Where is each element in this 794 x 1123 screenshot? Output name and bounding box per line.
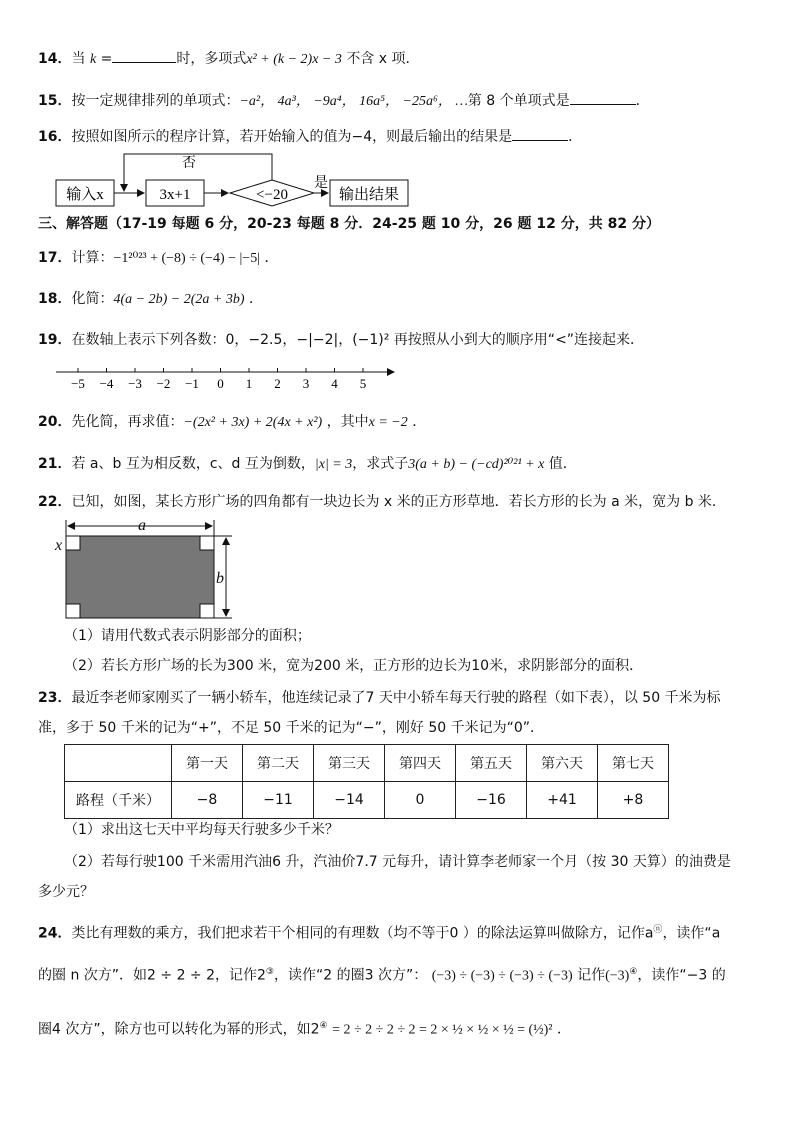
- expression: (−3) ÷ (−3) ÷ (−3) ÷ (−3): [431, 968, 573, 984]
- expression: 4(a − 2b) − 2(2a + 3b): [113, 292, 245, 307]
- question-number: 14．: [38, 51, 72, 67]
- question-15: 15．按一定规律排列的单项式：−a²， 4a³， −9a⁴， 16a⁵， −25a⁶， …第 8 个单项式是 ．: [38, 90, 650, 112]
- absolute-condition: |x| = 3: [314, 457, 353, 472]
- question-number: 22．: [38, 494, 72, 510]
- section-heading: 三、解答题（17-19 每题 6 分，20-23 每题 8 分．24-25 题 10 分，26 题 12 分，共 82 分）: [38, 216, 660, 232]
- question-number: 17．: [38, 250, 72, 266]
- answer-blank[interactable]: [512, 126, 568, 141]
- width-label-b: b: [216, 570, 224, 587]
- question-24: 24．类比有理数的乘方，我们把求若干个相同的有理数（均不等于0 ）的除法运算叫做除方，记作aⓝ，读作“a: [38, 925, 721, 942]
- question-19: 19．在数轴上表示下列各数：0，−2.5，−|−2|，(−1)² 再按照从小到大的顺序用“<”连接起来．: [38, 332, 645, 348]
- table-cell: −14: [314, 782, 385, 819]
- question-22-part-2: （2）若长方形广场的长为300 米，宽为200 米，正方形的边长为10米，求阴影部分的面积．: [64, 658, 644, 674]
- question-21: 21．若 a、b 互为相反数，c、d 互为倒数，|x| = 3，求式子3(a + b) − (−cd)²⁰²¹ + x 值．: [38, 456, 577, 472]
- expression: −1²⁰²³ + (−8) ÷ (−4) − |−5|: [113, 251, 260, 266]
- flow-condition-label: <−20: [256, 187, 288, 203]
- number-line-tick-label: −5: [71, 376, 85, 391]
- table-header: 第三天: [314, 745, 385, 782]
- question-number: 24．: [38, 925, 72, 942]
- number-line-tick-label: 2: [274, 376, 281, 391]
- number-line-tick-label: −3: [128, 376, 142, 391]
- side-label-x: x: [55, 537, 63, 554]
- question-number: 18．: [38, 291, 72, 307]
- question-23-part-2: （2）若每行驶100 千米需用汽油6 升，汽油价7.7 元每升，请计算李老师家一个月（按 30 天算）的油费是: [64, 854, 731, 870]
- question-14: 14．当 k = 时，多项式x² + (k − 2)x − 3 不含 x 项．: [38, 48, 420, 70]
- table-cell: −16: [456, 782, 527, 819]
- shaded-rectangle: [66, 536, 214, 618]
- number-line-tick-label: −2: [156, 376, 171, 391]
- flow-yes-label: 是: [314, 176, 328, 191]
- corner-square-br: [200, 604, 214, 618]
- number-line-tick-label: 0: [217, 376, 224, 391]
- flow-input-label: 输入x: [66, 187, 104, 203]
- table-cell: +41: [527, 782, 598, 819]
- answer-blank[interactable]: [570, 90, 636, 105]
- number-line-tick-label: 1: [245, 376, 253, 391]
- table-header: 第五天: [456, 745, 527, 782]
- rectangle-square-figure: [52, 516, 242, 624]
- question-number: 16．: [38, 129, 72, 145]
- question-22-part-1: （1）请用代数式表示阴影部分的面积；: [64, 628, 311, 644]
- row-label: 路程（千米）: [65, 782, 172, 819]
- table-header: 第二天: [243, 745, 314, 782]
- number-line-tick-label: 4: [331, 376, 338, 391]
- expression: 3(a + b) − (−cd)²⁰²¹ + x: [408, 457, 545, 472]
- monomial-sequence: −a²， 4a³， −9a⁴， 16a⁵， −25a⁶， …: [239, 94, 468, 109]
- question-number: 19．: [38, 332, 72, 348]
- question-16: 16．按照如图所示的程序计算，若开始输入的值为−4，则最后输出的结果是 ．: [38, 126, 582, 147]
- table-cell: −8: [172, 782, 243, 819]
- question-18: 18．化简：4(a − 2b) − 2(2a + 3b) ．: [38, 291, 263, 307]
- corner-square-tl: [66, 536, 80, 550]
- table-header: 第四天: [385, 745, 456, 782]
- number-line-tick-label: 3: [302, 376, 310, 391]
- number-line-tick-label: −4: [99, 376, 114, 391]
- mileage-table: [64, 744, 669, 819]
- question-22: 22．已知，如图，某长方形广场的四角都有一块边长为 x 米的正方形草地．若长方形的长为 a 米，宽为 b 米．: [38, 494, 726, 510]
- condition: x = −2: [368, 415, 408, 430]
- table-header-row: [65, 745, 669, 782]
- flow-operation-label: 3x+1: [159, 187, 191, 203]
- number-line-tick-label: 5: [359, 376, 367, 391]
- polynomial: x² + (k − 2)x − 3: [246, 52, 342, 67]
- number-line: [52, 362, 402, 392]
- answer-blank[interactable]: [112, 48, 176, 63]
- question-number: 15．: [38, 93, 72, 109]
- flow-no-label: 否: [182, 156, 196, 171]
- table-header: 第一天: [172, 745, 243, 782]
- question-23-line-2: 准，多于 50 千米的记为“+”，不足 50 千米的记为“−”，刚好 50 千米记为“0”．: [38, 720, 545, 736]
- table-cell: −11: [243, 782, 314, 819]
- variable-k: k: [89, 52, 97, 67]
- flow-output-label: 输出结果: [338, 187, 400, 203]
- number-line-tick-label: −1: [185, 376, 199, 391]
- question-23-part-1: （1）求出这七天中平均每天行驶多少千米？: [64, 822, 339, 838]
- circle-n-superscript: ⓝ: [653, 925, 663, 935]
- table-cell: +8: [598, 782, 669, 819]
- question-23-part-2-cont: 多少元？: [38, 884, 94, 900]
- question-23: 23．最近李老师家刚买了一辆小轿车，他连续记录了7 天中小轿车每天行驶的路程（如下表），以 50 千米为标: [38, 690, 721, 706]
- question-number: 21．: [38, 456, 72, 472]
- question-number: 20．: [38, 414, 72, 430]
- question-20: 20．先化简，再求值：−(2x² + 3x) + 2(4x + x²) ，其中x = −2 ．: [38, 414, 427, 430]
- question-number: 23．: [38, 690, 72, 706]
- question-24-line-2: 的圈 n 次方”．如2 ÷ 2 ÷ 2，记作2③，读作“2 的圈3 次方”： (−3) ÷ (−3) ÷ (−3) ÷ (−3) 记作(−3)④，读作“−3 的: [38, 967, 726, 984]
- table-row: [65, 782, 669, 819]
- expression: = 2 ÷ 2 ÷ 2 ÷ 2 = 2 × ½ × ½ × ½ = (½)²: [332, 1022, 553, 1038]
- table-header: 第六天: [527, 745, 598, 782]
- table-cell: 0: [385, 782, 456, 819]
- corner-square-bl: [66, 604, 80, 618]
- program-flowchart: [50, 150, 420, 210]
- length-label-a: a: [138, 517, 146, 534]
- question-17: 17．计算：−1²⁰²³ + (−8) ÷ (−4) − |−5| ．: [38, 250, 279, 266]
- expression: −(2x² + 3x) + 2(4x + x²): [183, 415, 323, 430]
- question-24-line-3: 圈4 次方”，除方也可以转化为幂的形式，如2④ = 2 ÷ 2 ÷ 2 ÷ 2 = 2 × ½ × ½ × ½ = (½)² ．: [38, 1021, 571, 1038]
- table-header: 第七天: [598, 745, 669, 782]
- corner-square-tr: [200, 536, 214, 550]
